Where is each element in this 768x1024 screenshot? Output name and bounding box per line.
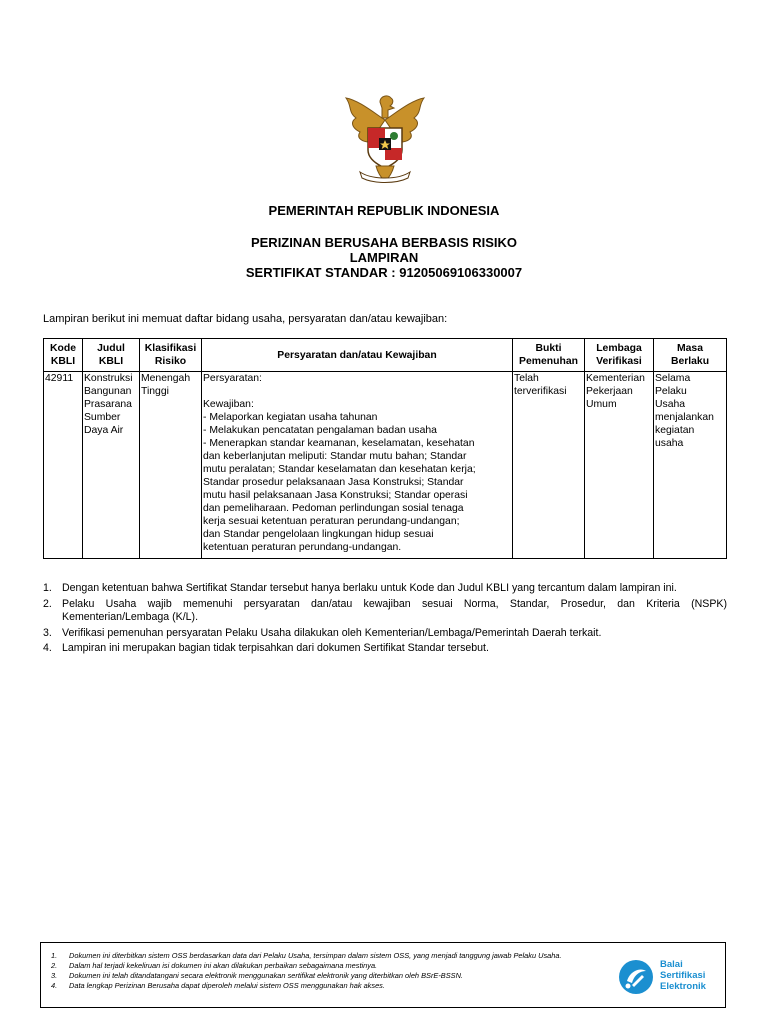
cell-judul: Konstruksi Bangunan Prasarana Sumber Daya Air (83, 372, 140, 559)
list-item: 4. Lampiran ini merupakan bagian tidak terpisahkan dari dokumen Sertifikat Standar tersebut. (43, 642, 489, 654)
cell-persyaratan: Persyaratan: Kewajiban: - Melaporkan kegiatan usaha tahunan - Melakukan pencatatan pengalaman badan usaha - Menerapkan standar keamanan, keselamatan, kesehatan dan keberlanjutan meliputi: Standar mutu bahan; Standar mutu peralatan; Standar keselamatan dan kesehatan kerja; Standar prosedur pelaksanaan Jasa Konstruksi; Standar mutu hasil pelaksanaan Jasa Konstruksi; Standar operasi dan pemeliharaan. Pedoman perlindungan sosial tenaga kerja sesuai ketentuan peraturan perundang-undangan; dan Standar pengelolaan lingkungan hidup sesuai ketentuan peraturan perundang-undangan. (202, 372, 513, 559)
title-line-1: PERIZINAN BERUSAHA BERBASIS RISIKO (250, 235, 518, 250)
intro-text: Lampiran berikut ini memuat daftar bidang usaha, persyaratan dan/atau kewajiban: (43, 313, 448, 325)
table-header-row (44, 339, 727, 372)
header-persyaratan: Persyaratan dan/atau Kewajiban (202, 339, 513, 372)
footer-note: 2. Dalam hal terjadi kekeliruan isi dokumen ini akan dilakukan perbaikan sebagaimana mestinya. (51, 961, 378, 970)
bsre-logo-text: Balai Sertifikasi Elektronik (660, 959, 706, 992)
kbli-table (43, 338, 727, 559)
header-kode: Kode KBLI (44, 339, 83, 372)
footer-note: 3. Dokumen ini telah ditandatangani secara elektronik menggunakan sertifikat elektronik yang diterbitkan oleh BSrE-BSSN. (51, 971, 463, 980)
footer-note: 4. Data lengkap Perizinan Berusaha dapat diperoleh melalui sistem OSS menggunakan hak akses. (51, 981, 385, 990)
cell-masa: Selama Pelaku Usaha menjalankan kegiatan usaha (654, 372, 727, 559)
cell-bukti: Telah terverifikasi (513, 372, 585, 559)
cell-kode: 42911 (44, 372, 83, 559)
cell-lembaga: Kementerian Pekerjaan Umum (585, 372, 654, 559)
certificate-title-block (0, 235, 768, 280)
list-item: 3. Verifikasi pemenuhan persyaratan Pelaku Usaha dilakukan oleh Kementerian/Lembaga/Pemerintah Daerah terkait. (43, 626, 602, 639)
footer-notes-list (51, 951, 611, 991)
table-row (44, 372, 727, 559)
government-title: PEMERINTAH REPUBLIK INDONESIA (268, 203, 500, 218)
title-line-3: SERTIFIKAT STANDAR : 91205069106330007 (245, 265, 523, 280)
list-item: 2. Pelaku Usaha wajib memenuhi persyaratan dan/atau kewajiban sesuai Norma, Standar, Prosedur, dan Kriteria (NSPK) Kementerian/Lembaga (K/L). (43, 597, 727, 623)
notes-list (43, 582, 727, 658)
footer-disclaimer-box (40, 942, 726, 1008)
title-line-2: LAMPIRAN (349, 250, 419, 265)
header-masa: Masa Berlaku (654, 339, 727, 372)
list-item: 1. Dengan ketentuan bahwa Sertifikat Standar tersebut hanya berlaku untuk Kode dan Judul KBLI yang tercantum dalam lampiran ini. (43, 582, 677, 594)
header-klasifikasi: Klasifikasi Risiko (140, 339, 202, 372)
bsre-logo (616, 957, 724, 997)
bsre-logo-icon (616, 957, 656, 997)
header-judul: Judul KBLI (83, 339, 140, 372)
garuda-emblem-icon (338, 92, 432, 188)
header-bukti: Bukti Pemenuhan (513, 339, 585, 372)
cell-klasifikasi: Menengah Tinggi (140, 372, 202, 559)
footer-note: 1. Dokumen ini diterbitkan sistem OSS berdasarkan data dari Pelaku Usaha, tersimpan dalam sistem OSS, yang menjadi tanggung jawab Pelaku Usaha. (51, 951, 562, 960)
header-lembaga: Lembaga Verifikasi (585, 339, 654, 372)
